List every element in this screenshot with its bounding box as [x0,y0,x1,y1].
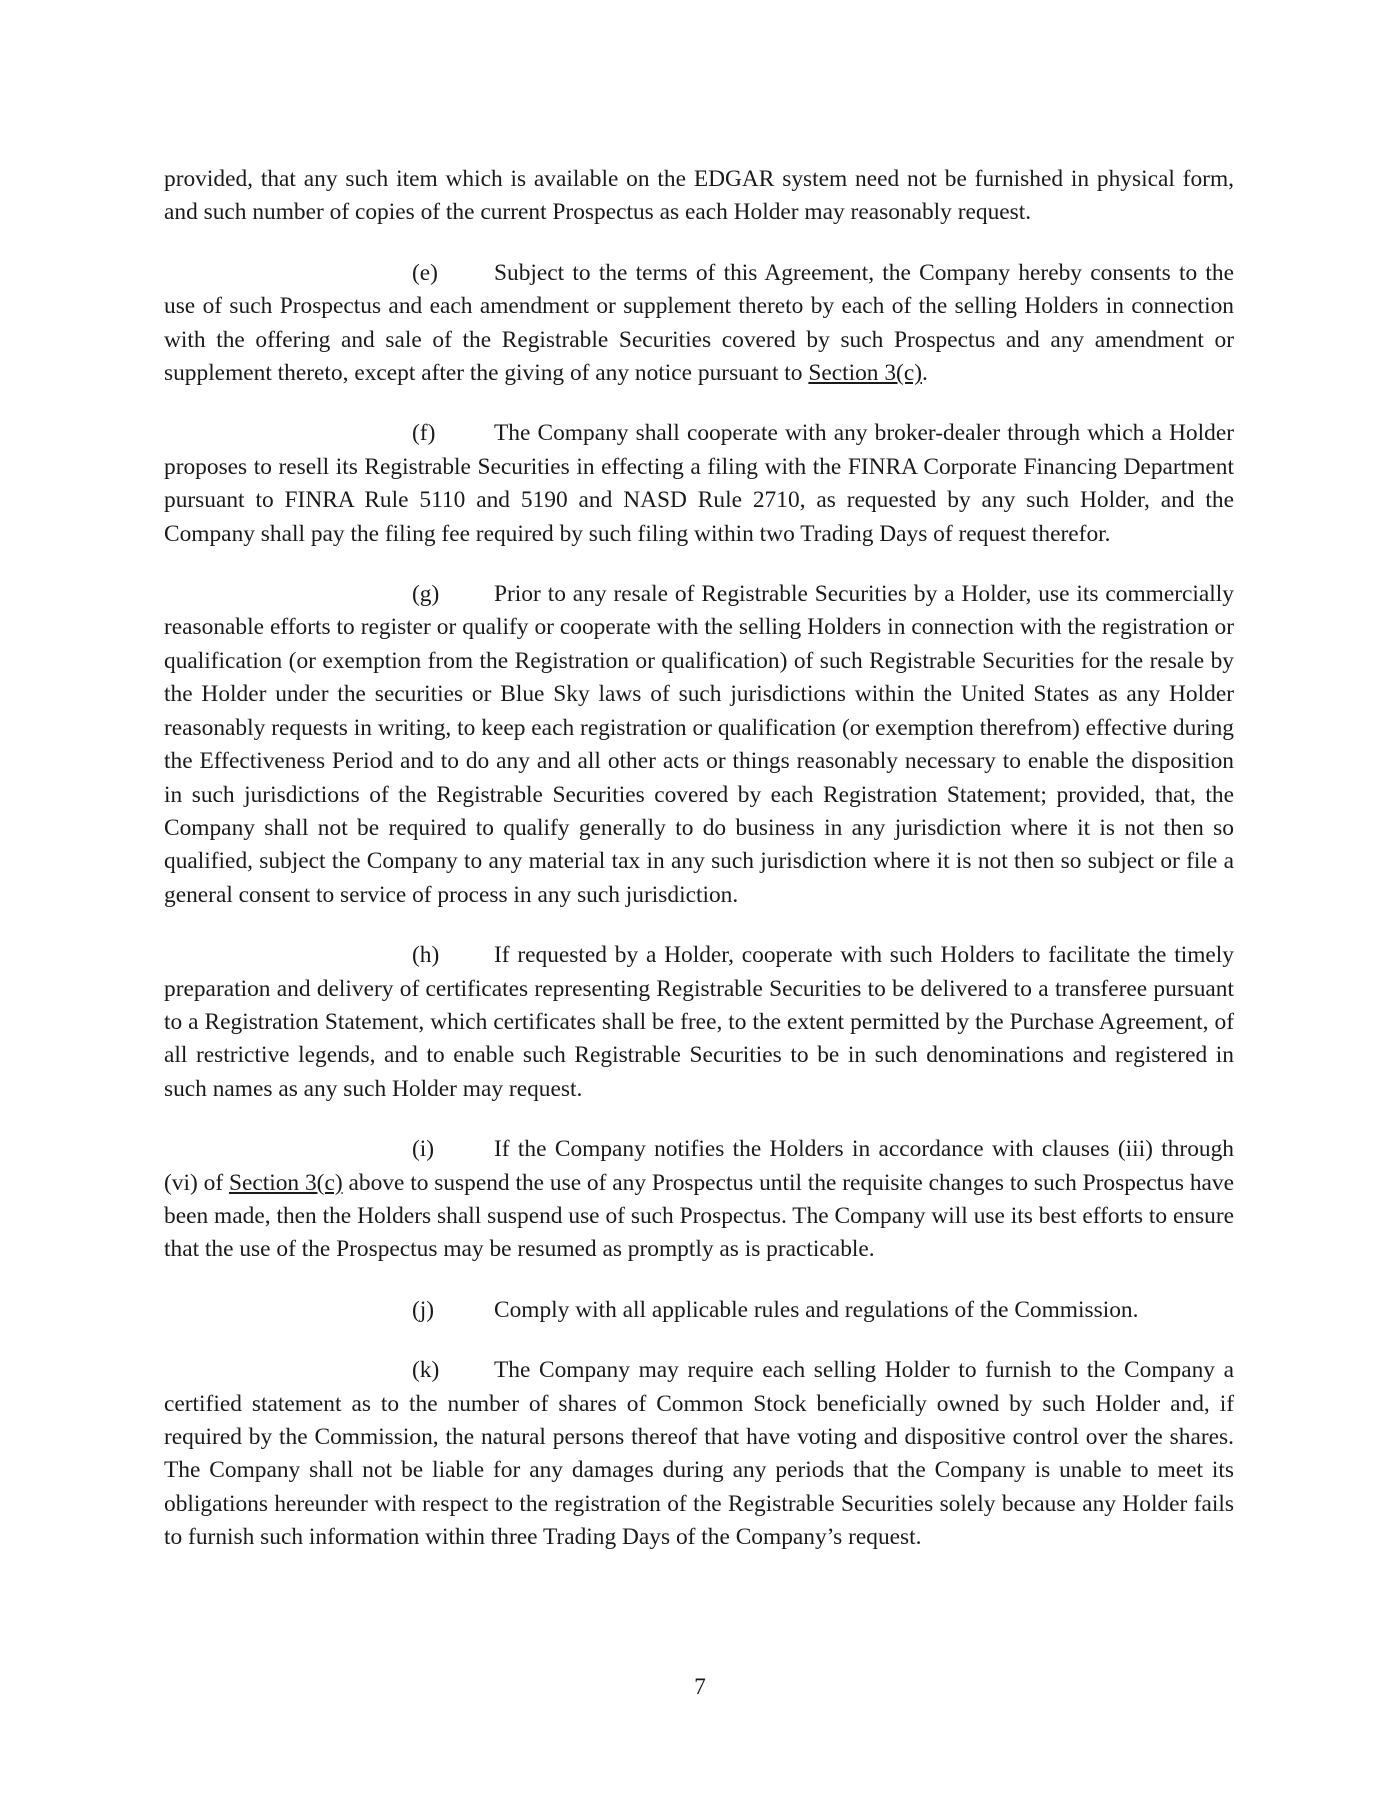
clause-label: (g) [412,581,440,608]
clause-label: (i) [412,1136,435,1163]
clause-i [164,1133,1234,1267]
section-reference-link[interactable]: Section 3(c) [808,360,923,387]
clause-text: The Company shall cooperate with any broker-dealer through which a Holder proposes to resell its Registrable Securities in effecting a filing with the FINRA Corporate Financing Department pursuant to FINRA Rule 5110 and 5190 and NASD Rule 2710, as requested by any such Holder, and the Company shall pay the filing fee required by such filing within two Trading Days of request therefor. [164,420,1234,547]
clause-text-end: . [922,360,928,387]
clause-label: (f) [412,420,436,447]
clause-f [164,417,1234,551]
clause-label: (j) [412,1296,435,1323]
clause-j [164,1294,1234,1327]
intro-paragraph: provided, that any such item which is available on the EDGAR system need not be furnished in physical form, and such number of copies of the current Prospectus as each Holder may reasonably request. [164,166,1234,226]
clause-text: Subject to the terms of this Agreement, the Company hereby consents to the use of such Prospectus and each amendment or supplement thereto by each of the selling Holders in connection with the offering and sale of the Registrable Securities covered by such Prospectus and any amendment or supplement thereto, except after the giving of any notice pursuant to [164,259,1234,387]
clause-text: Comply with all applicable rules and regulations of the Commission. [494,1296,1139,1323]
clause-text: If the Company notifies the Holders in accordance with clauses (iii) through (vi) of [164,1136,1234,1196]
clause-text-end: above to suspend the use of any Prospectus until the requisite changes to such Prospectus have been made, then the Holders shall suspend use of such Prospectus. The Company will use its best efforts to ensure that the use of the Prospectus may be resumed as promptly as is practicable. [164,1169,1234,1263]
clause-k [164,1354,1234,1554]
clause-h [164,939,1234,1106]
document-body [164,163,1234,1582]
clause-g [164,578,1234,912]
clause-label: (h) [412,942,440,969]
clause-e [164,257,1234,391]
clause-label: (k) [412,1357,440,1384]
clause-text: If requested by a Holder, cooperate with such Holders to facilitate the timely preparation and delivery of certificates representing Registrable Securities to be delivered to a transferee pursuant to a Registration Statement, which certificates shall be free, to the extent permitted by the Purchase Agreement, of all restrictive legends, and to enable such Registrable Securities to be in such denominations and registered in such names as any such Holder may request. [164,942,1234,1102]
page-number: 7 [694,1674,706,1700]
clause-text: The Company may require each selling Holder to furnish to the Company a certified statement as to the number of shares of Common Stock beneficially owned by such Holder and, if required by the Commission, the natural persons thereof that have voting and dispositive control over the shares. The Company shall not be liable for any damages during any periods that the Company is unable to meet its obligations hereunder with respect to the registration of the Registrable Securities solely because any Holder fails to furnish such information within three Trading Days of the Company’s request. [164,1357,1234,1551]
clause-label: (e) [412,259,438,286]
section-reference-link[interactable]: Section 3(c) [228,1169,343,1196]
clause-text: Prior to any resale of Registrable Securities by a Holder, use its commercially reasonable efforts to register or qualify or cooperate with the selling Holders in connection with the registration or qualification (or exemption from the Registration or qualification) of such Registrable Securities for the resale by the Holder under the securities or Blue Sky laws of such jurisdictions within the United States as any Holder reasonably requests in writing, to keep each registration or qualification (or exemption therefrom) effective during the Effectiveness Period and to do any and all other acts or things reasonably necessary to enable the disposition in such jurisdictions of the Registrable Securities covered by each Registration Statement; provided, that, the Company shall not be required to qualify generally to do business in any jurisdiction where it is not then so qualified, subject the Company to any material tax in any such jurisdiction where it is not then so subject or file a general consent to service of process in any such jurisdiction. [164,581,1234,908]
